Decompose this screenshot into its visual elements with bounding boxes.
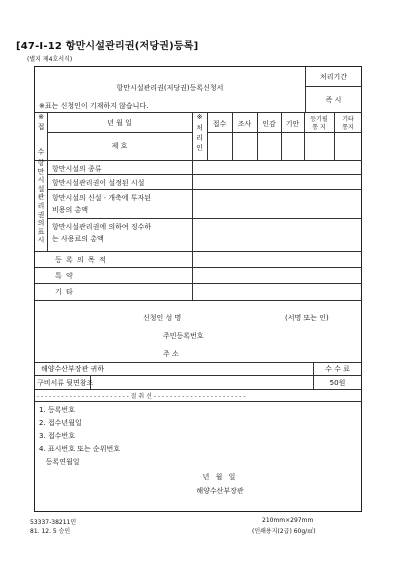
special-terms-label: 특 약 bbox=[55, 272, 74, 280]
cut-line-dots: - - - - - - - - - - - - - - - - - - - - - - - bbox=[37, 393, 131, 400]
row-investment-line-1: 항만시설의 신설 · 개축에 투자된 bbox=[52, 194, 152, 202]
processing-period-value: 즉 시 bbox=[325, 96, 342, 104]
cut-line bbox=[37, 391, 361, 400]
row-investment-line-2: 비용의 총액 bbox=[52, 206, 89, 214]
receipt-label-2: 수 bbox=[37, 148, 45, 156]
receipt-mark: ※ bbox=[38, 113, 44, 121]
paper-size: 210mm×297mm bbox=[262, 517, 314, 524]
column-seal: 인감 bbox=[262, 120, 276, 128]
row-usage-fee-line-2: 는 사용료의 총액 bbox=[52, 235, 104, 243]
processor-char-3: 인 bbox=[196, 144, 203, 152]
bottom-date-label: 년 월 일 bbox=[202, 473, 238, 481]
column-registry-2: 통 지 bbox=[312, 124, 326, 131]
resident-number-label: 주민등록번호 bbox=[163, 332, 204, 340]
fee-value: 50원 bbox=[329, 379, 346, 387]
column-draft: 기안 bbox=[285, 120, 300, 128]
column-receipt: 접수 bbox=[212, 120, 227, 128]
processor-char-1: 처 bbox=[196, 124, 203, 132]
form-heading: 항만시설관리권(저당권)등록신청서 bbox=[116, 84, 224, 92]
etc-label: 기 타 bbox=[55, 288, 74, 296]
column-other-2: 통지 bbox=[342, 124, 354, 131]
form-title: [47-I-12 항만시설관리권(저당권)등록] bbox=[16, 41, 199, 52]
processor-mark: ※ bbox=[196, 113, 203, 121]
column-registry-1: 등기필 bbox=[310, 116, 328, 123]
processor-char-2: 리 bbox=[196, 134, 203, 142]
row-facility-type: 항만시설의 종류 bbox=[52, 165, 102, 173]
receipt-item-receipt-number: 3. 접수번호 bbox=[39, 432, 75, 440]
receipt-item-registration-number: 1. 등록번호 bbox=[39, 406, 75, 414]
registration-purpose-label: 등 록 의 목 적 bbox=[55, 256, 107, 264]
column-inspection: 조사 bbox=[237, 120, 252, 128]
paper-spec: (인쇄용지(2급) 60g/㎡) bbox=[252, 528, 316, 535]
bottom-ministry-label: 해양수산부장관 bbox=[196, 487, 244, 495]
signature-label: (서명 또는 인) bbox=[285, 314, 329, 322]
form-subtitle: (별지 제4호서식) bbox=[27, 56, 73, 63]
applicant-name-label: 신청인 성 명 bbox=[143, 314, 182, 322]
approval-date: 81. 12. 5 승인 bbox=[30, 528, 71, 535]
instruction-note: ※표는 신청인이 기재하지 않습니다. bbox=[39, 102, 149, 110]
receipt-item-registration-date: 등록연월일 bbox=[39, 458, 80, 466]
processing-period-label: 처리기간 bbox=[319, 73, 348, 81]
row-usage-fee-line-1: 항만시설관리권에 의하여 징수하 bbox=[52, 223, 152, 231]
address-label: 주 소 bbox=[163, 350, 179, 358]
required-documents-label: 구비서류 뒷면참조 bbox=[37, 379, 94, 387]
form-code: 53337-38211민 bbox=[30, 519, 77, 526]
cut-line-label: 절 취 선 bbox=[130, 393, 152, 400]
cut-line-dots-tail: - - - - - - - - - - - - - - - - - - - - - - - bbox=[151, 393, 246, 400]
row-facility-established: 항만시설관리권이 설정된 시설 bbox=[52, 179, 145, 187]
receipt-item-receipt-date: 2. 접수년월일 bbox=[39, 419, 82, 427]
receipt-item-display-number: 4. 표시번호 또는 순위번호 bbox=[39, 445, 120, 453]
recipient-label: 해양수산부장관 귀하 bbox=[41, 365, 105, 373]
receipt-date-label: 년 월 일 bbox=[107, 119, 132, 127]
column-other-1: 기타 bbox=[342, 116, 354, 123]
receipt-number-label: 제 호 bbox=[111, 142, 128, 150]
receipt-label: 접 bbox=[37, 123, 45, 131]
application-form bbox=[34, 66, 362, 512]
fee-label: 수 수 료 bbox=[325, 365, 350, 373]
section-label-facility-rights: 항만시설관리권의표시 bbox=[37, 159, 45, 245]
